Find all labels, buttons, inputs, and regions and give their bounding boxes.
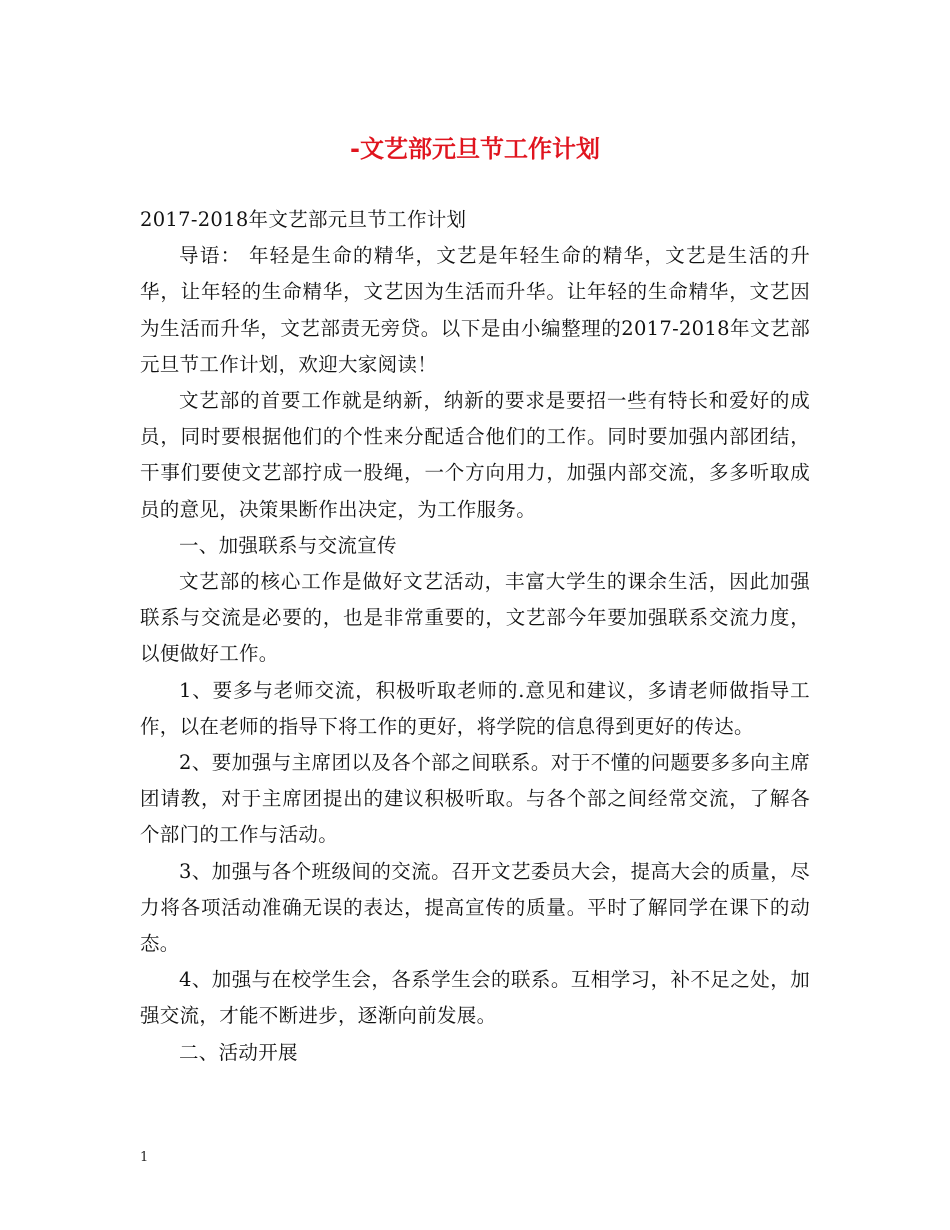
document-heading: 2017-2018年文艺部元旦节工作计划 (140, 208, 467, 231)
list-item-4: 4、加强与在校学生会，各系学生会的联系。互相学习，补不足之处，加强交流，才能不断进步，逐渐向前发展。 (140, 968, 810, 1028)
paragraph-core-work: 文艺部的核心工作是做好文艺活动，丰富大学生的课余生活，因此加强联系与交流是必要的，也是非常重要的，文艺部今年要加强联系交流力度，以便做好工作。 (140, 570, 810, 666)
list-item-2: 2、要加强与主席团以及各个部之间联系。对于不懂的问题要多多向主席团请教，对于主席团提出的建议积极听取。与各个部之间经常交流，了解各个部门的工作与活动。 (140, 751, 810, 847)
document-title: -文艺部元旦节工作计划 (350, 135, 600, 163)
list-item-3: 3、加强与各个班级间的交流。召开文艺委员大会，提高大会的质量，尽力将各项活动准确无误的表达，提高宣传的质量。平时了解同学在课下的动态。 (140, 859, 810, 956)
section-heading-1: 一、加强联系与交流宣传 (179, 533, 397, 557)
intro-paragraph: 导语： 年轻是生命的精华，文艺是年轻生命的精华，文艺是生活的升华，让年轻的生命精华，文艺因为生活而升华。让年轻的生命精华，文艺因为生活而升华，文艺部责无旁贷。以下是由小编整理的2017-2018年文艺部元旦节工作计划，欢迎大家阅读！ (140, 244, 810, 376)
page-number: 1 (140, 1150, 149, 1165)
paragraph-recruitment: 文艺部的首要工作就是纳新，纳新的要求是要招一些有特长和爱好的成员，同时要根据他们的个性来分配适合他们的工作。同时要加强内部团结，干事们要使文艺部拧成一股绳，一个方向用力，加强内部交流，多多听取成员的意见，决策果断作出决定，为工作服务。 (140, 389, 810, 521)
list-item-1: 1、要多与老师交流，积极听取老师的.意见和建议，多请老师做指导工作，以在老师的指导下将工作的更好，将学院的信息得到更好的传达。 (140, 678, 810, 738)
document-body (140, 202, 810, 1071)
section-heading-2: 二、活动开展 (179, 1040, 298, 1064)
